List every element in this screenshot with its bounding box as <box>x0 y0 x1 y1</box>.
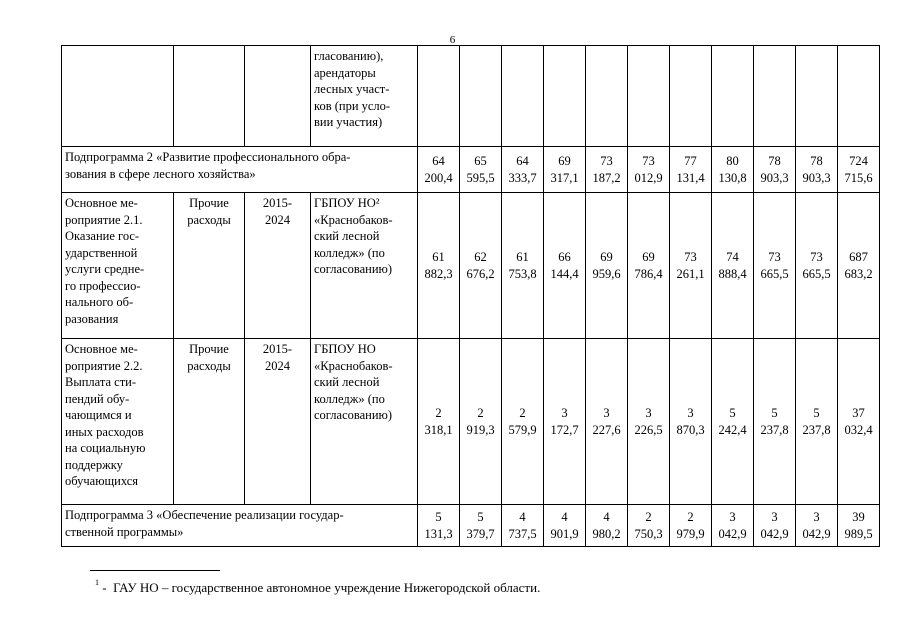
value-part-low: 200,4 <box>424 170 453 185</box>
value-part-high: 3 <box>813 510 820 524</box>
value-part-low: 903,3 <box>802 170 831 185</box>
value-cell <box>754 147 796 193</box>
value-part-high: 5 <box>435 510 442 524</box>
value-part-high: 2 <box>645 510 652 524</box>
value-part-low: 753,8 <box>508 266 537 281</box>
value-cell <box>754 339 796 505</box>
table-row <box>62 147 880 193</box>
value-cell <box>460 193 502 339</box>
value-cell <box>712 505 754 547</box>
value-part-high: 724 <box>849 154 868 168</box>
value-part-low: 903,3 <box>760 170 789 185</box>
value-part-low: 131,3 <box>424 526 453 541</box>
value-part-high: 2 <box>687 510 694 524</box>
value-cell <box>418 339 460 505</box>
executor-cell: ГБПОУ НО² «Краснобаков- ский лесной колледж» (по согласованию) <box>311 193 418 339</box>
value-part-high: 64 <box>432 154 445 168</box>
value-part-high: 5 <box>813 406 820 420</box>
value-cell <box>754 193 796 339</box>
value-part-high: 5 <box>729 406 736 420</box>
program-table <box>61 45 880 547</box>
value-cell <box>628 147 670 193</box>
value-cell <box>544 193 586 339</box>
value-part-high: 69 <box>642 250 655 264</box>
value-part-low: 750,3 <box>634 526 663 541</box>
value-part-high: 69 <box>558 154 571 168</box>
expense-type: Прочие расходы <box>174 339 245 505</box>
value-part-high: 5 <box>771 406 778 420</box>
value-cell <box>712 193 754 339</box>
value-part-low: 683,2 <box>844 266 873 281</box>
value-cell <box>460 505 502 547</box>
period: 2015- 2024 <box>245 339 311 505</box>
value-part-high: 3 <box>729 510 736 524</box>
value-part-low: 187,2 <box>592 170 621 185</box>
value-part-low: 979,9 <box>676 526 705 541</box>
value-cell <box>754 505 796 547</box>
value-part-low: 144,4 <box>550 266 579 281</box>
value-part-low: 882,3 <box>424 266 453 281</box>
value-part-low: 786,4 <box>634 266 663 281</box>
value-cell <box>670 505 712 547</box>
value-part-low: 989,5 <box>844 526 873 541</box>
value-cell <box>460 147 502 193</box>
value-cell <box>502 147 544 193</box>
value-part-high: 3 <box>603 406 610 420</box>
value-cell <box>628 505 670 547</box>
value-part-high: 39 <box>852 510 865 524</box>
value-cell <box>796 339 838 505</box>
value-cell <box>586 193 628 339</box>
value-part-high: 62 <box>474 250 487 264</box>
value-part-low: 901,9 <box>550 526 579 541</box>
subprogram-label: Подпрограмма 2 «Развитие профессионального обра- зования в сфере лесного хозяйства» <box>62 147 418 193</box>
value-cell <box>418 193 460 339</box>
expense-type: Прочие расходы <box>174 193 245 339</box>
value-part-high: 4 <box>519 510 526 524</box>
value-part-high: 4 <box>603 510 610 524</box>
value-cell <box>838 147 880 193</box>
value-cell <box>502 193 544 339</box>
value-cell <box>712 147 754 193</box>
value-part-high: 74 <box>726 250 739 264</box>
value-part-high: 73 <box>768 250 781 264</box>
value-part-low: 130,8 <box>718 170 747 185</box>
value-part-high: 78 <box>810 154 823 168</box>
value-part-low: 042,9 <box>718 526 747 541</box>
value-cell <box>586 147 628 193</box>
value-part-low: 242,4 <box>718 422 747 437</box>
value-cell <box>586 505 628 547</box>
period: 2015- 2024 <box>245 193 311 339</box>
value-part-high: 73 <box>810 250 823 264</box>
value-cell <box>544 147 586 193</box>
value-part-high: 2 <box>435 406 442 420</box>
value-part-low: 237,8 <box>802 422 831 437</box>
value-cell <box>502 505 544 547</box>
value-part-low: 237,8 <box>760 422 789 437</box>
value-part-low: 665,5 <box>760 266 789 281</box>
measure-name: Основное ме- роприятие 2.1. Оказание гос- ударственной услуги средне- го профессио- нального об- разования <box>62 193 174 339</box>
table-row <box>62 339 880 505</box>
value-part-high: 61 <box>432 250 445 264</box>
value-cell <box>796 505 838 547</box>
value-part-low: 042,9 <box>802 526 831 541</box>
value-part-high: 61 <box>516 250 529 264</box>
value-part-low: 888,4 <box>718 266 747 281</box>
footnote-mark: 1 <box>95 578 99 587</box>
table-row <box>62 46 880 147</box>
value-part-high: 78 <box>768 154 781 168</box>
value-part-low: 980,2 <box>592 526 621 541</box>
value-part-low: 595,5 <box>466 170 495 185</box>
value-part-high: 73 <box>600 154 613 168</box>
value-cell <box>670 147 712 193</box>
value-part-high: 66 <box>558 250 571 264</box>
value-part-high: 3 <box>645 406 652 420</box>
executor-cell: ГБПОУ НО «Краснобаков- ский лесной колледж» (по согласованию) <box>311 339 418 505</box>
value-part-high: 2 <box>477 406 484 420</box>
value-part-low: 032,4 <box>844 422 873 437</box>
value-cell <box>796 147 838 193</box>
value-part-high: 37 <box>852 406 865 420</box>
value-part-high: 69 <box>600 250 613 264</box>
page-number: 6 <box>449 34 456 46</box>
value-cell <box>544 505 586 547</box>
value-cell <box>838 193 880 339</box>
value-part-low: 870,3 <box>676 422 705 437</box>
value-cell <box>502 339 544 505</box>
value-part-low: 715,6 <box>844 170 873 185</box>
executor-cell: гласованию), арендаторы лесных участ- ков (при усло- вии участия) <box>311 46 418 147</box>
value-part-high: 2 <box>519 406 526 420</box>
value-cell <box>838 505 880 547</box>
value-part-low: 318,1 <box>424 422 453 437</box>
value-part-high: 3 <box>771 510 778 524</box>
value-part-low: 261,1 <box>676 266 705 281</box>
value-part-high: 3 <box>687 406 694 420</box>
value-cell <box>418 505 460 547</box>
value-part-high: 5 <box>477 510 484 524</box>
value-part-low: 959,6 <box>592 266 621 281</box>
value-part-high: 65 <box>474 154 487 168</box>
value-part-high: 80 <box>726 154 739 168</box>
value-part-low: 333,7 <box>508 170 537 185</box>
value-part-low: 579,9 <box>508 422 537 437</box>
footnote-divider <box>90 570 220 571</box>
footnote <box>95 580 540 596</box>
value-part-low: 131,4 <box>676 170 705 185</box>
value-part-low: 042,9 <box>760 526 789 541</box>
value-part-low: 665,5 <box>802 266 831 281</box>
value-cell <box>460 339 502 505</box>
value-cell <box>544 339 586 505</box>
value-part-low: 012,9 <box>634 170 663 185</box>
value-part-low: 737,5 <box>508 526 537 541</box>
value-part-low: 172,7 <box>550 422 579 437</box>
table-row <box>62 505 880 547</box>
value-cell <box>838 339 880 505</box>
value-cell <box>712 339 754 505</box>
value-cell <box>586 339 628 505</box>
value-cell <box>796 193 838 339</box>
value-part-high: 4 <box>561 510 568 524</box>
value-cell <box>670 193 712 339</box>
value-cell <box>628 193 670 339</box>
value-part-low: 379,7 <box>466 526 495 541</box>
value-cell <box>628 339 670 505</box>
value-part-low: 919,3 <box>466 422 495 437</box>
value-part-high: 64 <box>516 154 529 168</box>
value-part-high: 73 <box>684 250 697 264</box>
value-part-low: 227,6 <box>592 422 621 437</box>
value-part-low: 317,1 <box>550 170 579 185</box>
measure-name: Основное ме- роприятие 2.2. Выплата сти- пендий обу- чающимся и иных расходов на социальную поддержку обучающихся <box>62 339 174 505</box>
value-part-high: 77 <box>684 154 697 168</box>
value-part-high: 3 <box>561 406 568 420</box>
value-cell <box>418 147 460 193</box>
value-cell <box>670 339 712 505</box>
subprogram-label: Подпрограмма 3 «Обеспечение реализации государ- ственной программы» <box>62 505 418 547</box>
value-part-low: 676,2 <box>466 266 495 281</box>
footnote-text: - ГАУ НО – государственное автономное учреждение Нижегородской области. <box>99 580 541 595</box>
value-part-low: 226,5 <box>634 422 663 437</box>
value-part-high: 687 <box>849 250 868 264</box>
table-row <box>62 193 880 339</box>
value-part-high: 73 <box>642 154 655 168</box>
